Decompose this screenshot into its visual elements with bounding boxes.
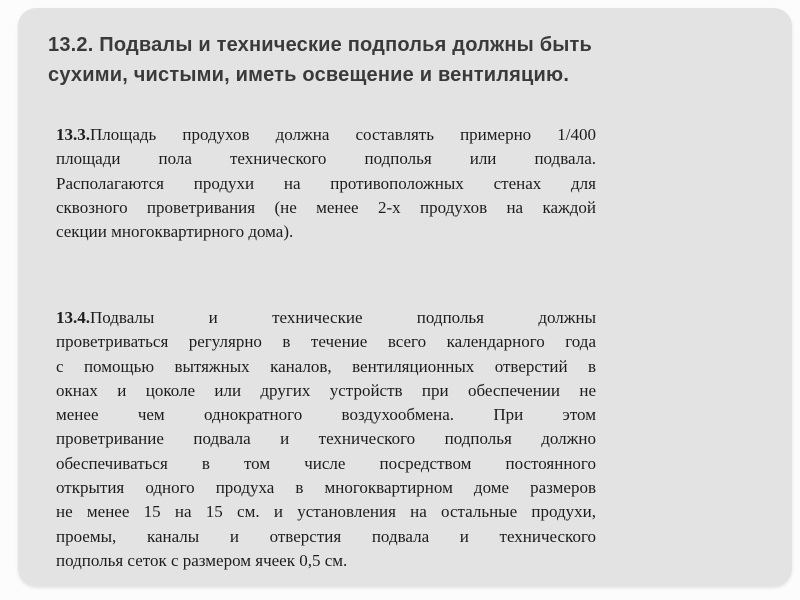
text-line: обеспечиваться в том числе посредством постоянного	[56, 453, 596, 473]
text-line: менее чем однократного воздухообмена. При этом	[56, 405, 596, 425]
text-line: площади пола технического подполья или подвала.	[56, 149, 596, 169]
text-line: проветривание подвала и технического подполья должно	[56, 429, 596, 449]
paragraph-13-3	[56, 123, 596, 244]
text-line	[56, 123, 596, 147]
slide-title	[48, 30, 688, 90]
text-line: не менее 15 на 15 см. и установления на остальные продухи,	[56, 502, 596, 522]
text-line: секции многоквартирного дома).	[56, 222, 294, 242]
title-line: 13.2. Подвалы и технические подполья должны быть	[48, 34, 593, 56]
paragraph-number: 13.4.	[56, 308, 90, 327]
text-line	[56, 306, 596, 330]
text-line: окнах и цоколе или других устройств при обеспечении не	[56, 380, 596, 400]
text-line: подполья сеток с размером ячеек 0,5 см.	[56, 550, 348, 570]
paragraph-13-4	[56, 306, 596, 573]
text-line: проветриваться регулярно в течение всего календарного года	[56, 332, 596, 352]
text-line: Располагаются продухи на противоположных стенах для	[56, 173, 596, 193]
paragraph-number: 13.3.	[56, 125, 90, 144]
text-line: с помощью вытяжных каналов, вентиляционных отверстий в	[56, 356, 596, 376]
title-line: сухими, чистыми, иметь освещение и вентиляцию.	[48, 64, 570, 86]
text-line: сквозного проветривания (не менее 2-х продухов на каждой	[56, 197, 596, 217]
text-line: открытия одного продуха в многоквартирном доме размеров	[56, 478, 596, 498]
text-line-content: Площадь продухов должна составлять примерно 1/400	[90, 125, 596, 144]
text-line-content: Подвалы и технические подполья должны	[90, 308, 596, 327]
text-line: проемы, каналы и отверстия подвала и технического	[56, 526, 596, 546]
